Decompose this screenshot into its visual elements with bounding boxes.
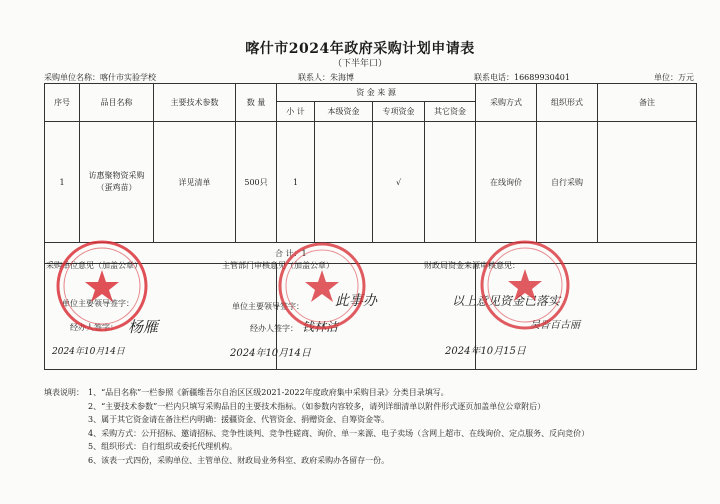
finance-opinion-label: 财政局资金来源审核意见： [424,261,520,270]
cell-qty: 500只 [236,122,277,243]
instruction-item: 6、该表一式四份，采购单位、主管单位、财政局业务科室、政府采购办各留存一份。 [88,455,390,465]
instruction-item: 4、采购方式：公开招标、邀请招标、竞争性谈判、竞争性磋商、询价、单一来源、电子卖场（含网上超市、在线询价、定点服务、反向竞价） [88,428,590,438]
cell-spec: 详见清单 [154,122,236,243]
unit-handler-signature: 杨雁 [128,318,159,336]
contact-person: 联系人：朱海博 [298,73,354,82]
document-subtitle: （下半年口） [332,59,387,69]
header-special: 专项资金 [373,102,425,122]
header-subtotal: 小 计 [277,102,315,122]
unit-opinion-label: 采购单位意见（加盖公章） [46,261,142,270]
header-remark: 备注 [598,84,697,122]
instruction-item: 5、组织形式：自行组织或委托代理机构。 [88,442,238,451]
header-method: 采购方式 [476,84,537,122]
dept-seal-stamp [276,240,368,332]
cell-special: √ [373,122,425,243]
finance-seal-stamp [478,238,572,332]
contact-phone: 联系电话：16689930401 [474,73,570,82]
header-seq: 序号 [45,84,80,122]
header-funds: 资 金 来 源 [277,84,476,102]
dept-handler-signature: 钱林洁 [302,320,339,334]
unit-handler-label: 经办人签字： [70,323,118,332]
finance-date: 2024年10月15日 [445,346,526,357]
header-budget: 本级资金 [315,102,373,122]
header-other: 其它资金 [425,102,476,122]
dept-date: 2024年10月14日 [230,348,311,359]
header-qty: 数 量 [236,84,277,122]
instruction-item: 1、“品目名称”一栏参照《新疆维吾尔自治区区级2021-2022年度政府集中采购目录》分类目录填写。 [88,388,449,397]
dept-leader-signature: 此事办 [335,293,377,309]
dept-opinion-label: 主管部门审核意见（加盖公章） [222,261,334,270]
cell-remark [598,122,697,243]
unit-date: 2024年10月14日 [52,347,125,357]
document-title: 喀什市2024年政府采购计划申请表 [245,41,475,57]
finance-note: 以上意见资金已落实 [452,294,561,308]
header-item: 品目名称 [80,84,154,122]
dept-leader-label: 单位主要领导签字： [232,302,304,311]
cell-seq: 1 [45,122,80,243]
instruction-item: 3、属于其它资金请在备注栏内明确：援疆资金、代管资金、捐赠资金、自筹资金等。 [88,415,390,424]
header-org: 组织形式 [537,84,598,122]
total-row: 合 计：1 [45,243,697,264]
cell-item: 访惠聚物资采购（蛋鸡苗） [80,122,154,243]
money-unit: 单位：万元 [654,73,694,82]
cell-other [425,122,476,243]
unit-leader-label: 单位主要领导签字： [62,299,134,308]
header-spec: 主要技术参数 [154,84,236,122]
cell-org: 自行采购 [537,122,598,243]
cell-budget [315,122,373,243]
instruction-item: 2、“主要技术参数”一栏内只填写采购品目的主要技术指标。（如参数内容较多，请列详细清单以附件形式逐页加盖单位公章附后） [88,401,546,411]
finance-signature: 吴晋百古丽 [530,320,580,331]
cell-subtotal: 1 [277,122,315,243]
purchasing-unit: 采购单位名称：喀什市实验学校 [44,73,156,82]
table-row [45,122,697,243]
cell-method: 在线询价 [476,122,537,243]
unit-seal-stamp [54,238,150,334]
instructions-label: 填表说明： [44,388,84,397]
dept-handler-label: 经办人签字： [250,324,298,333]
